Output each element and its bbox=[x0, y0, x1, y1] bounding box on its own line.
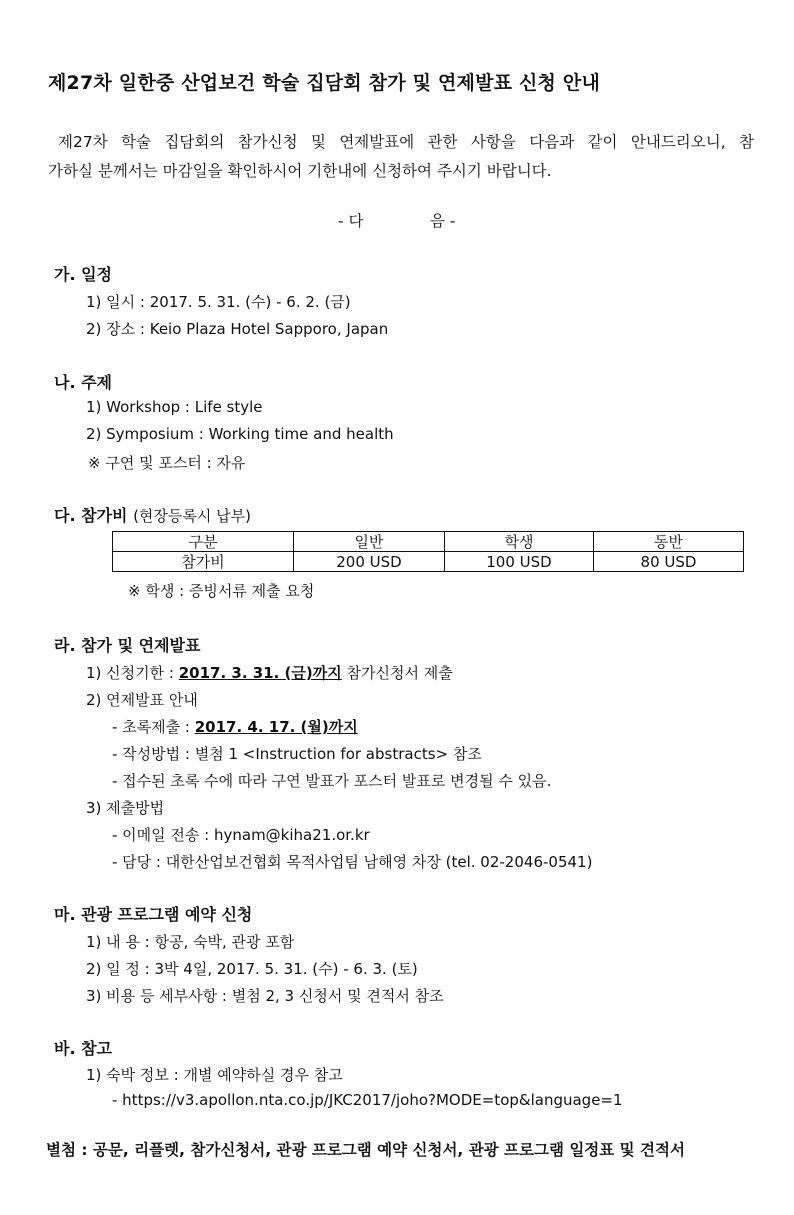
fee-header-student: 학생 bbox=[445, 532, 594, 552]
schedule-venue: 2) 장소 : Keio Plaza Hotel Sapporo, Japan bbox=[86, 320, 389, 338]
theme-workshop: 1) Workshop : Life style bbox=[86, 398, 263, 416]
fee-student: 100 USD bbox=[445, 552, 594, 572]
document-title: 제27차 일한중 산업보건 학술 집담회 참가 및 연제발표 신청 안내 bbox=[48, 72, 601, 94]
dagum-left: - 다 bbox=[338, 212, 364, 230]
fee-table-row bbox=[113, 552, 744, 572]
abstract-format: - 작성방법 : 별첨 1 <Instruction for abstracts> 참조 bbox=[112, 745, 482, 763]
intro-line-2: 가하실 분께서는 마감일을 확인하시어 기한내에 신청하여 주시기 바랍니다. bbox=[48, 162, 552, 180]
reference-accommodation: 1) 숙박 정보 : 개별 예약하실 경우 참고 bbox=[86, 1066, 343, 1084]
attachments-line: 별첨 : 공문, 리플렛, 참가신청서, 관광 프로그램 예약 신청서, 관광 프로그램 일정표 및 견적서 bbox=[46, 1141, 685, 1159]
fee-header-category: 구분 bbox=[113, 532, 294, 552]
section-theme-heading: 나. 주제 bbox=[54, 373, 113, 392]
dagum-right: 음 - bbox=[430, 212, 456, 230]
intro-paragraph bbox=[48, 128, 754, 186]
registration-deadline-suffix: 참가신청서 제출 bbox=[341, 664, 453, 682]
fee-header-general: 일반 bbox=[294, 532, 445, 552]
abstract-deadline bbox=[112, 716, 358, 737]
abstract-deadline-label: - 초록제출 : bbox=[112, 718, 195, 736]
submission-contact: - 담당 : 대한산업보건협회 목적사업팀 남해영 차장 (tel. 02-2046-0541) bbox=[112, 853, 593, 871]
fee-footnote: ※ 학생 : 증빙서류 제출 요청 bbox=[128, 582, 315, 600]
presentation-guide: 2) 연제발표 안내 bbox=[86, 691, 198, 709]
intro-line-1: 제27차 학술 집담회의 참가신청 및 연제발표에 관한 사항을 다음과 같이 안내드리오니, 참 bbox=[58, 133, 754, 151]
schedule-date: 1) 일시 : 2017. 5. 31. (수) - 6. 2. (금) bbox=[86, 293, 351, 311]
fee-heading-note: (현장등록시 납부) bbox=[133, 507, 251, 525]
submission-method: 3) 제출방법 bbox=[86, 799, 165, 817]
section-registration-heading: 라. 참가 및 연제발표 bbox=[54, 636, 201, 655]
section-schedule-heading: 가. 일정 bbox=[54, 265, 113, 284]
section-fee-heading bbox=[54, 503, 251, 526]
fee-general: 200 USD bbox=[294, 552, 445, 572]
abstract-note: - 접수된 초록 수에 따라 구연 발표가 포스터 발표로 변경될 수 있음. bbox=[112, 772, 552, 790]
fee-table bbox=[112, 531, 744, 572]
section-reference-heading: 바. 참고 bbox=[54, 1039, 113, 1058]
abstract-deadline-date: 2017. 4. 17. (월)까지 bbox=[194, 718, 358, 736]
registration-deadline-date: 2017. 3. 31. (금)까지 bbox=[178, 664, 342, 682]
tour-schedule: 2) 일 정 : 3박 4일, 2017. 5. 31. (수) - 6. 3. (토) bbox=[86, 960, 418, 978]
section-tour-heading: 마. 관광 프로그램 예약 신청 bbox=[54, 905, 253, 924]
tour-details: 3) 비용 등 세부사항 : 별첨 2, 3 신청서 및 견적서 참조 bbox=[86, 987, 444, 1005]
registration-deadline bbox=[86, 662, 453, 683]
fee-row-label: 참가비 bbox=[113, 552, 294, 572]
submission-email: - 이메일 전송 : hynam@kiha21.or.kr bbox=[112, 826, 370, 844]
tour-content: 1) 내 용 : 항공, 숙박, 관광 포함 bbox=[86, 933, 295, 951]
fee-heading-text: 다. 참가비 bbox=[54, 506, 128, 525]
theme-note: ※ 구연 및 포스터 : 자유 bbox=[88, 454, 246, 472]
fee-table-header-row bbox=[113, 532, 744, 552]
theme-symposium: 2) Symposium : Working time and health bbox=[86, 425, 394, 443]
reference-url[interactable]: - https://v3.apollon.nta.co.jp/JKC2017/joho?MODE=top&language=1 bbox=[112, 1091, 623, 1109]
fee-header-companion: 동반 bbox=[594, 532, 744, 552]
registration-deadline-label: 1) 신청기한 : bbox=[86, 664, 179, 682]
fee-companion: 80 USD bbox=[594, 552, 744, 572]
